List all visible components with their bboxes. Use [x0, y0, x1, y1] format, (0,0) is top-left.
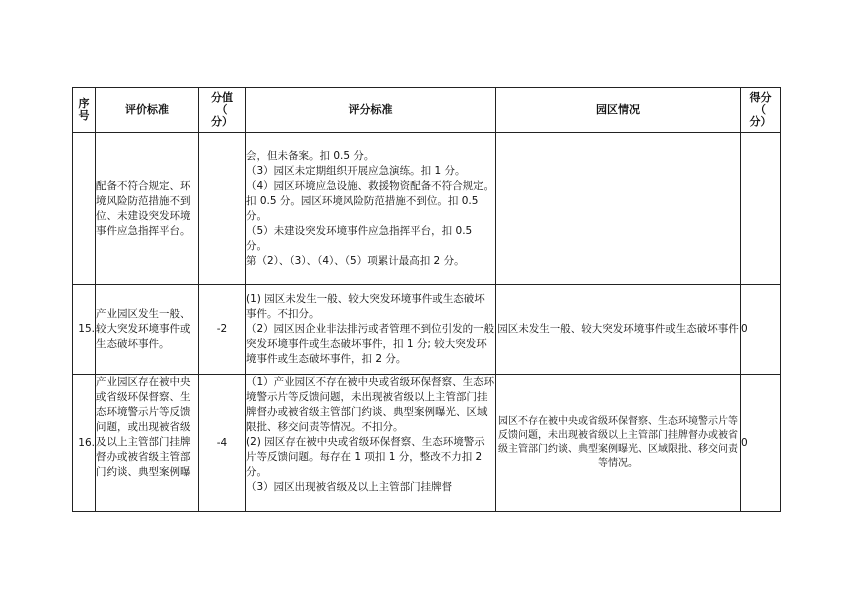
standard-line: （3）园区未定期组织开展应急演练。扣 1 分。	[246, 164, 466, 177]
header-row	[73, 88, 781, 133]
standard-line: 会，但未备案。扣 0.5 分。	[246, 149, 375, 162]
standard-text	[246, 375, 495, 511]
park-cell: 园区不存在被中央或省级环保督察、生态环境警示片等反馈问题，未出现被省级以上主管部门挂牌督办或被省级主管部门约谈、典型案例曝光、区域限批、移交问责等情况。	[496, 375, 741, 512]
table-row	[73, 133, 781, 285]
park-cell: 园区未发生一般、较大突发环境事件或生态破坏事件	[496, 285, 741, 375]
score-cell	[199, 133, 246, 285]
row-number: 15.	[73, 285, 96, 375]
header-criteria: 评价标准	[96, 88, 199, 133]
table-row	[73, 285, 781, 375]
criteria-cell	[96, 375, 199, 512]
table-row	[73, 375, 781, 512]
park-cell	[496, 133, 741, 285]
standard-line: 第（2）、（3）、（4）、（5）项累计最高扣 2 分。	[246, 254, 465, 267]
got-score-cell	[741, 133, 781, 285]
standard-line: (1) 园区未发生一般、较大突发环境事件或生态破坏事件。不扣分。	[246, 293, 485, 320]
criteria-cell: 产业园区发生一般、较大突发环境事件或生态破坏事件。	[96, 285, 199, 375]
header-standard: 评分标准	[246, 88, 496, 133]
standard-cell	[246, 375, 496, 512]
standard-line: （4）园区环境应急设施、救援物资配备不符合规定。扣 0.5 分。园区环境风险防范措施不到位。扣 0.5 分。	[246, 179, 495, 222]
standard-line: (2) 园区存在被中央或省级环保督察、生态环境警示片等反馈问题。每存在 1 项扣 1 分，整改不力扣 2 分。	[246, 436, 485, 478]
row-number: 16.	[73, 375, 96, 512]
standard-cell	[246, 285, 496, 375]
standard-cell	[246, 133, 496, 285]
header-park: 园区情况	[496, 88, 741, 133]
header-got: 得分 （ 分）	[741, 88, 781, 133]
standard-line: （2）园区因企业非法排污或者管理不到位引发的一般突发环境事件或生态破坏事件，扣 1 分; 较大突发环境事件或生态破坏事件，扣 2 分。	[246, 323, 495, 365]
evaluation-table	[72, 87, 781, 512]
criteria-text: 产业园区存在被中央或省级环保督察、生态环境警示片等反馈问题，或出现被省级及以上主管部门挂牌督办或被省级主管部门约谈、典型案例曝	[96, 376, 191, 478]
standard-line: （3）园区出现被省级及以上主管部门挂牌督	[246, 481, 453, 493]
header-no: 序 号	[73, 88, 96, 133]
score-cell: -2	[199, 285, 246, 375]
score-cell: -4	[199, 375, 246, 512]
header-score: 分值 （ 分）	[199, 88, 246, 133]
got-score-cell: 0	[741, 285, 781, 375]
standard-line: （5）未建设突发环境事件应急指挥平台，扣 0.5 分。	[246, 224, 473, 252]
criteria-cell: 配备不符合规定、环境风险防范措施不到位、未建设突发环境事件应急指挥平台。	[96, 133, 199, 285]
got-score-cell: 0	[741, 375, 781, 512]
standard-line: （1）产业园区不存在被中央或省级环保督察、生态环境警示片等反馈问题，未出现被省级以上主管部门挂牌督办或被省级主管部门约谈、典型案例曝光、区域限批、移交问责等情况。不扣分。	[246, 376, 495, 433]
row-number	[73, 133, 96, 285]
